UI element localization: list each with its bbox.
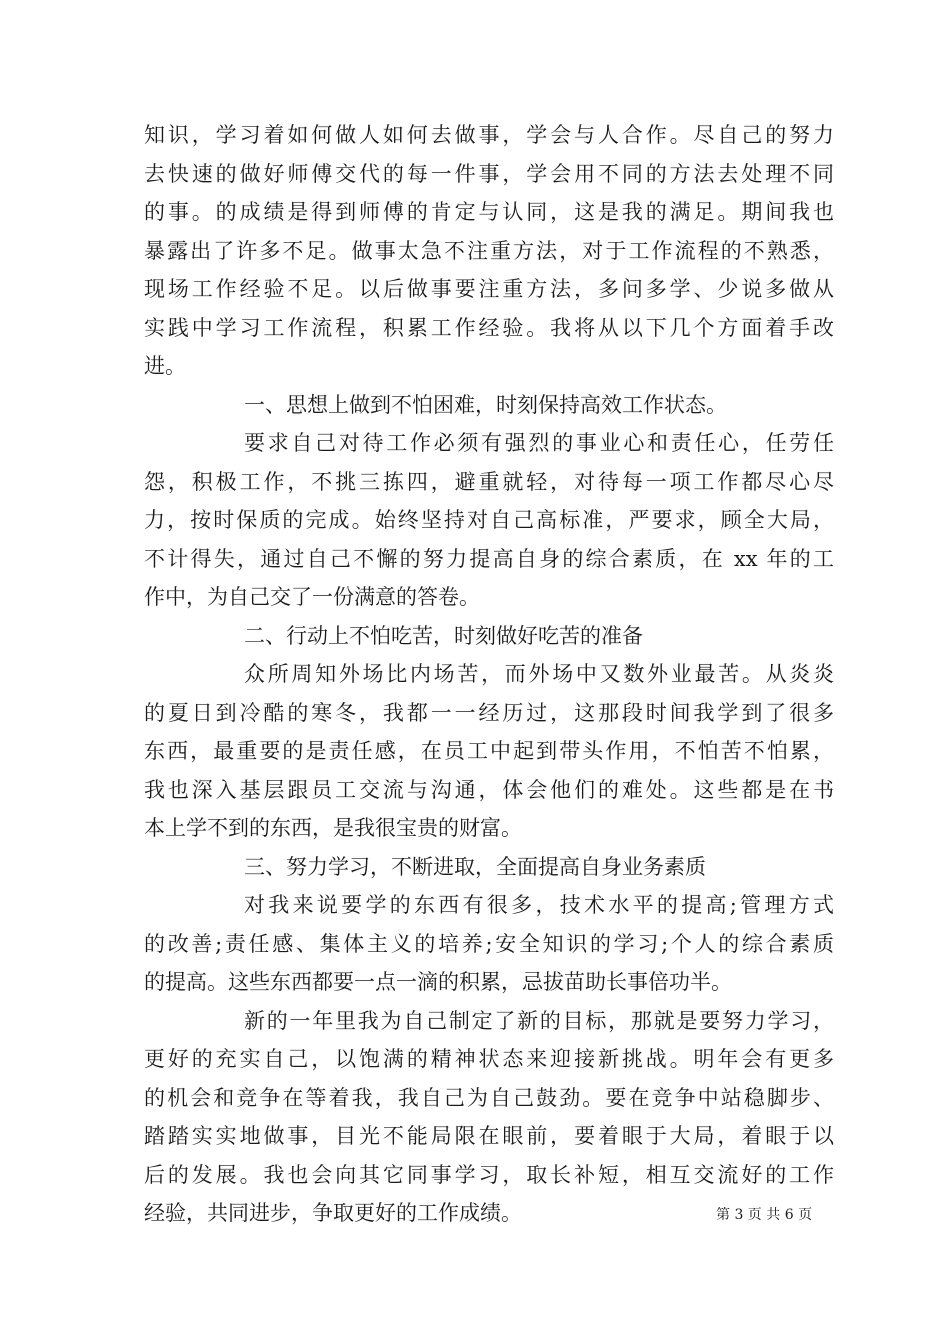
text-line: 不计得失，通过自己不懈的努力提高自身的综合素质，在 xx 年的工 <box>144 546 834 571</box>
text-line: 的改善;责任感、集体主义的培养;安全知识的学习;个人的综合素质 <box>144 931 834 956</box>
text-line: 我也深入基层跟员工交流与沟通，体会他们的难处。这些都是在书 <box>144 777 834 802</box>
text-line: 本上学不到的东西，是我很宝贵的财富。 <box>144 816 522 840</box>
text-line: 去快速的做好师傅交代的每一件事，学会用不同的方法去处理不同 <box>144 161 834 186</box>
text-line: 三、努力学习，不断进取，全面提高自身业务素质 <box>244 854 706 879</box>
text-line: 经验，共同进步，争取更好的工作成绩。 <box>144 1201 522 1225</box>
text-line: 暴露出了许多不足。做事太急不注重方法，对于工作流程的不熟悉， <box>144 238 834 263</box>
text-line: 的夏日到冷酷的寒冬，我都一一经历过，这那段时间我学到了很多 <box>144 700 834 725</box>
text-line: 要求自己对待工作必须有强烈的事业心和责任心，任劳任 <box>244 431 834 455</box>
text-line: 作中，为自己交了一份满意的答卷。 <box>144 585 480 609</box>
text-line: 东西，最重要的是责任感，在员工中起到带头作用，不怕苦不怕累， <box>144 739 834 763</box>
text-line: 后的发展。我也会向其它同事学习，取长补短，相互交流好的工作 <box>144 1162 834 1187</box>
text-line: 踏踏实实地做事，目光不能局限在眼前，要着眼于大局，着眼于以 <box>144 1124 834 1148</box>
text-line: 新的一年里我为自己制定了新的目标，那就是要努力学习， <box>244 1008 834 1033</box>
text-line: 众所周知外场比内场苦，而外场中又数外业最苦。从炎炎 <box>244 662 834 686</box>
document-body <box>144 116 834 1233</box>
text-line: 二、行动上不怕吃苦，时刻做好吃苦的准备 <box>244 623 643 648</box>
text-line: 的机会和竞争在等着我，我自己为自己鼓劲。要在竞争中站稳脚步、 <box>144 1085 834 1110</box>
text-line: 进。 <box>144 354 186 378</box>
text-line: 的提高。这些东西都要一点一滴的积累，忌拔苗助长事倍功半。 <box>144 970 732 994</box>
text-line: 实践中学习工作流程，积累工作经验。我将从以下几个方面着手改 <box>144 315 834 340</box>
page-number: 第 3 页 共 6 页 <box>716 1207 813 1223</box>
text-line: 力，按时保质的完成。始终坚持对自己高标准，严要求，顾全大局， <box>144 508 834 532</box>
text-line: 知识，学习着如何做人如何去做事，学会与人合作。尽自己的努力 <box>144 123 834 147</box>
text-line: 更好的充实自己，以饱满的精神状态来迎接新挑战。明年会有更多 <box>144 1047 834 1071</box>
text-line: 一、思想上做到不怕困难，时刻保持高效工作状态。 <box>244 392 727 417</box>
text-line: 的事。的成绩是得到师傅的肯定与认同，这是我的满足。期间我也 <box>144 200 834 224</box>
text-line: 对我来说要学的东西有很多，技术水平的提高;管理方式 <box>244 893 834 917</box>
text-line: 怨，积极工作，不挑三拣四，避重就轻，对待每一项工作都尽心尽 <box>144 469 834 494</box>
text-line: 现场工作经验不足。以后做事要注重方法，多问多学、少说多做从 <box>144 277 834 301</box>
